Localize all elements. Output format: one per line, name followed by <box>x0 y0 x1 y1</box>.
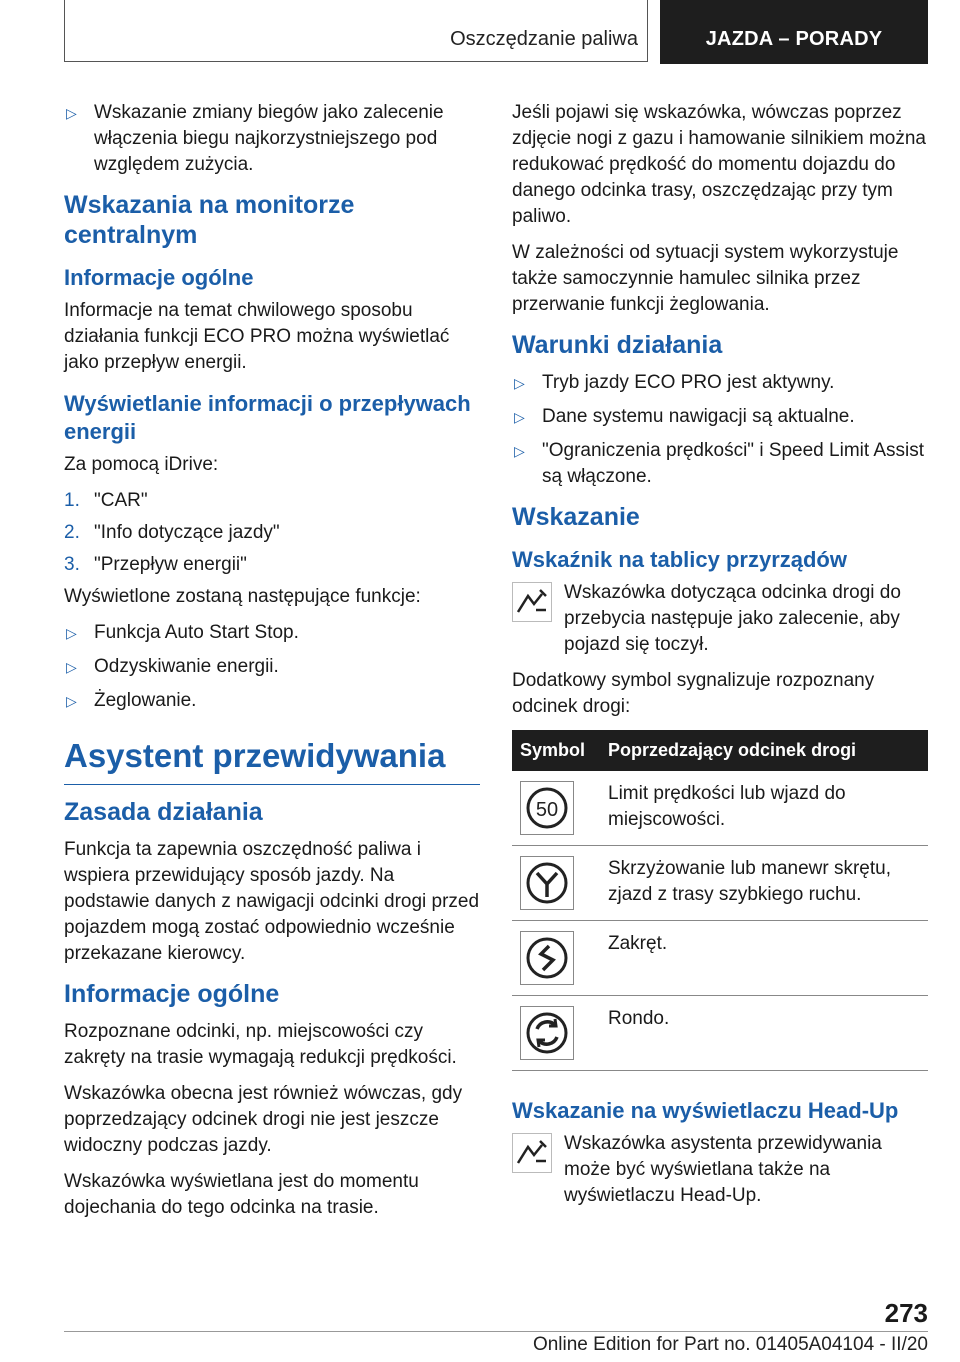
right-column <box>512 100 928 1219</box>
chapter-heading: Asystent przewidywania <box>64 734 480 785</box>
list-item: ▷ Funkcja Auto Start Stop. <box>64 620 480 646</box>
column-header-symbol: Symbol <box>512 730 600 771</box>
section-title: Oszczędzanie paliwa <box>450 28 638 50</box>
edition-label: Online Edition for Part no. 01405A04104 - II/20 <box>532 1334 928 1355</box>
table-cell: Zakręt. <box>600 921 928 996</box>
paragraph: Za pomocą iDrive: <box>64 454 219 475</box>
note: Wskazówka dotycząca odcinka drogi do przebycia następuje jako zalecenie, aby pojazd się toczył. <box>512 580 928 658</box>
paragraph: Rozpoznane odcinki, np. miejscowości czy zakręty na trasie wymagają redukcji prędkości. <box>64 1021 457 1068</box>
left-column <box>64 100 480 1231</box>
triangle-bullet-icon: ▷ <box>66 693 77 709</box>
list-item: ▷ Odzyskiwanie energii. <box>64 654 480 680</box>
table-row <box>512 996 928 1071</box>
chapter-tab: JAZDA – PORADY <box>660 0 928 64</box>
triangle-bullet-icon: ▷ <box>514 443 525 459</box>
table-cell: Rondo. <box>600 996 928 1071</box>
paragraph: Dodatkowy symbol sygnalizuje rozpoznany odcinek drogi: <box>512 670 875 717</box>
page-number: 273 <box>884 1298 928 1328</box>
curve-icon <box>520 931 574 985</box>
heading-general-info: Informacje ogólne <box>64 265 254 290</box>
paragraph: Wskazówka wyświetlana jest do momentu dojechania do tego odcinka na trasie. <box>64 1171 419 1218</box>
table-row <box>512 771 928 846</box>
symbol-cell <box>512 771 600 846</box>
column-header-section: Poprzedzający odcinek drogi <box>600 730 928 771</box>
list-item: ▷ "Ograniczenia prędkości" i Speed Limit Assist są włączone. <box>514 440 925 487</box>
note: Wskazówka asystenta przewidywania może być wyświetlana także na wyświetlaczu Head-Up. <box>512 1131 928 1209</box>
paragraph: Wskazówka obecna jest również wówczas, gdy poprzedzający odcinek drogi nie jest jeszcze widoczny podczas jazdy. <box>64 1083 463 1156</box>
list-item: ▷ Dane systemu nawigacji są aktualne. <box>512 404 928 430</box>
table-cell: Limit prędkości lub wjazd do miejscowości. <box>600 771 928 846</box>
heading-conditions: Warunki działania <box>512 331 723 359</box>
heading-general-info: Informacje ogólne <box>64 980 280 1008</box>
footer-divider <box>64 1331 928 1332</box>
numbered-step: 1. "CAR" <box>64 490 148 511</box>
triangle-bullet-icon: ▷ <box>514 409 525 425</box>
heading-monitor: Wskazania na monitorze centralnym <box>64 191 355 249</box>
symbol-table <box>512 730 928 1071</box>
svg-text:50: 50 <box>535 799 559 821</box>
triangle-bullet-icon: ▷ <box>66 105 77 121</box>
list-item: ▷ Tryb jazdy ECO PRO jest aktywny. <box>512 370 928 396</box>
numbered-step: 2. "Info dotyczące jazdy" <box>64 522 280 543</box>
junction-icon <box>520 856 574 910</box>
speed-limit-50-icon <box>520 781 574 835</box>
heading-hud: Wskazanie na wyświetlaczu Head-Up <box>512 1098 899 1123</box>
triangle-bullet-icon: ▷ <box>66 625 77 641</box>
heading-energy-flow: Wyświetlanie informacji o przepływach energii <box>64 391 471 444</box>
table-row <box>512 846 928 921</box>
paragraph: Informacje na temat chwilowego sposobu działania funkcji ECO PRO można wyświetlać jako przepływ energii. <box>64 300 450 373</box>
heading-indication: Wskazanie <box>512 503 640 531</box>
paragraph: Funkcja ta zapewnia oszczędność paliwa i wspiera przewidujący sposób jazdy. Na podstawie danych z nawigacji odcinki drogi przed pojazdem mogą zostać odpowiednio wcześnie przekazane kierowcy. <box>64 839 480 964</box>
list-item: ▷ Żeglowanie. <box>64 688 480 714</box>
symbol-cell <box>512 921 600 996</box>
paragraph: W zależności od sytuacji system wykorzystuje także samoczynnie hamulec silnika przez przerwanie funkcji żeglowania. <box>512 242 899 315</box>
triangle-bullet-icon: ▷ <box>66 659 77 675</box>
table-header-row <box>512 730 928 771</box>
numbered-step: 3. "Przepływ energii" <box>64 554 247 575</box>
symbol-cell <box>512 996 600 1071</box>
table-cell: Skrzyżowanie lub manewr skrętu, zjazd z trasy szybkiego ruchu. <box>600 846 928 921</box>
table-row <box>512 921 928 996</box>
symbol-cell <box>512 846 600 921</box>
heading-instrument-cluster: Wskaźnik na tablicy przyrządów <box>512 547 847 572</box>
coasting-hint-icon <box>512 1133 552 1173</box>
coasting-hint-icon <box>512 582 552 622</box>
triangle-bullet-icon: ▷ <box>514 375 525 391</box>
paragraph: Wyświetlone zostaną następujące funkcje: <box>64 586 421 607</box>
list-item: ▷ Wskazanie zmiany biegów jako zalecenie włączenia biegu najkorzystniejszego pod względem zużycia. <box>66 102 444 175</box>
paragraph: Jeśli pojawi się wskazówka, wówczas poprzez zdjęcie nogi z gazu i hamowanie silnikiem można redukować prędkość do momentu dojazdu do danego odcinka trasy, oszczędzając przy tym paliwo. <box>512 102 926 227</box>
page-header <box>64 0 928 64</box>
roundabout-icon <box>520 1006 574 1060</box>
heading-principle: Zasada działania <box>64 798 263 826</box>
